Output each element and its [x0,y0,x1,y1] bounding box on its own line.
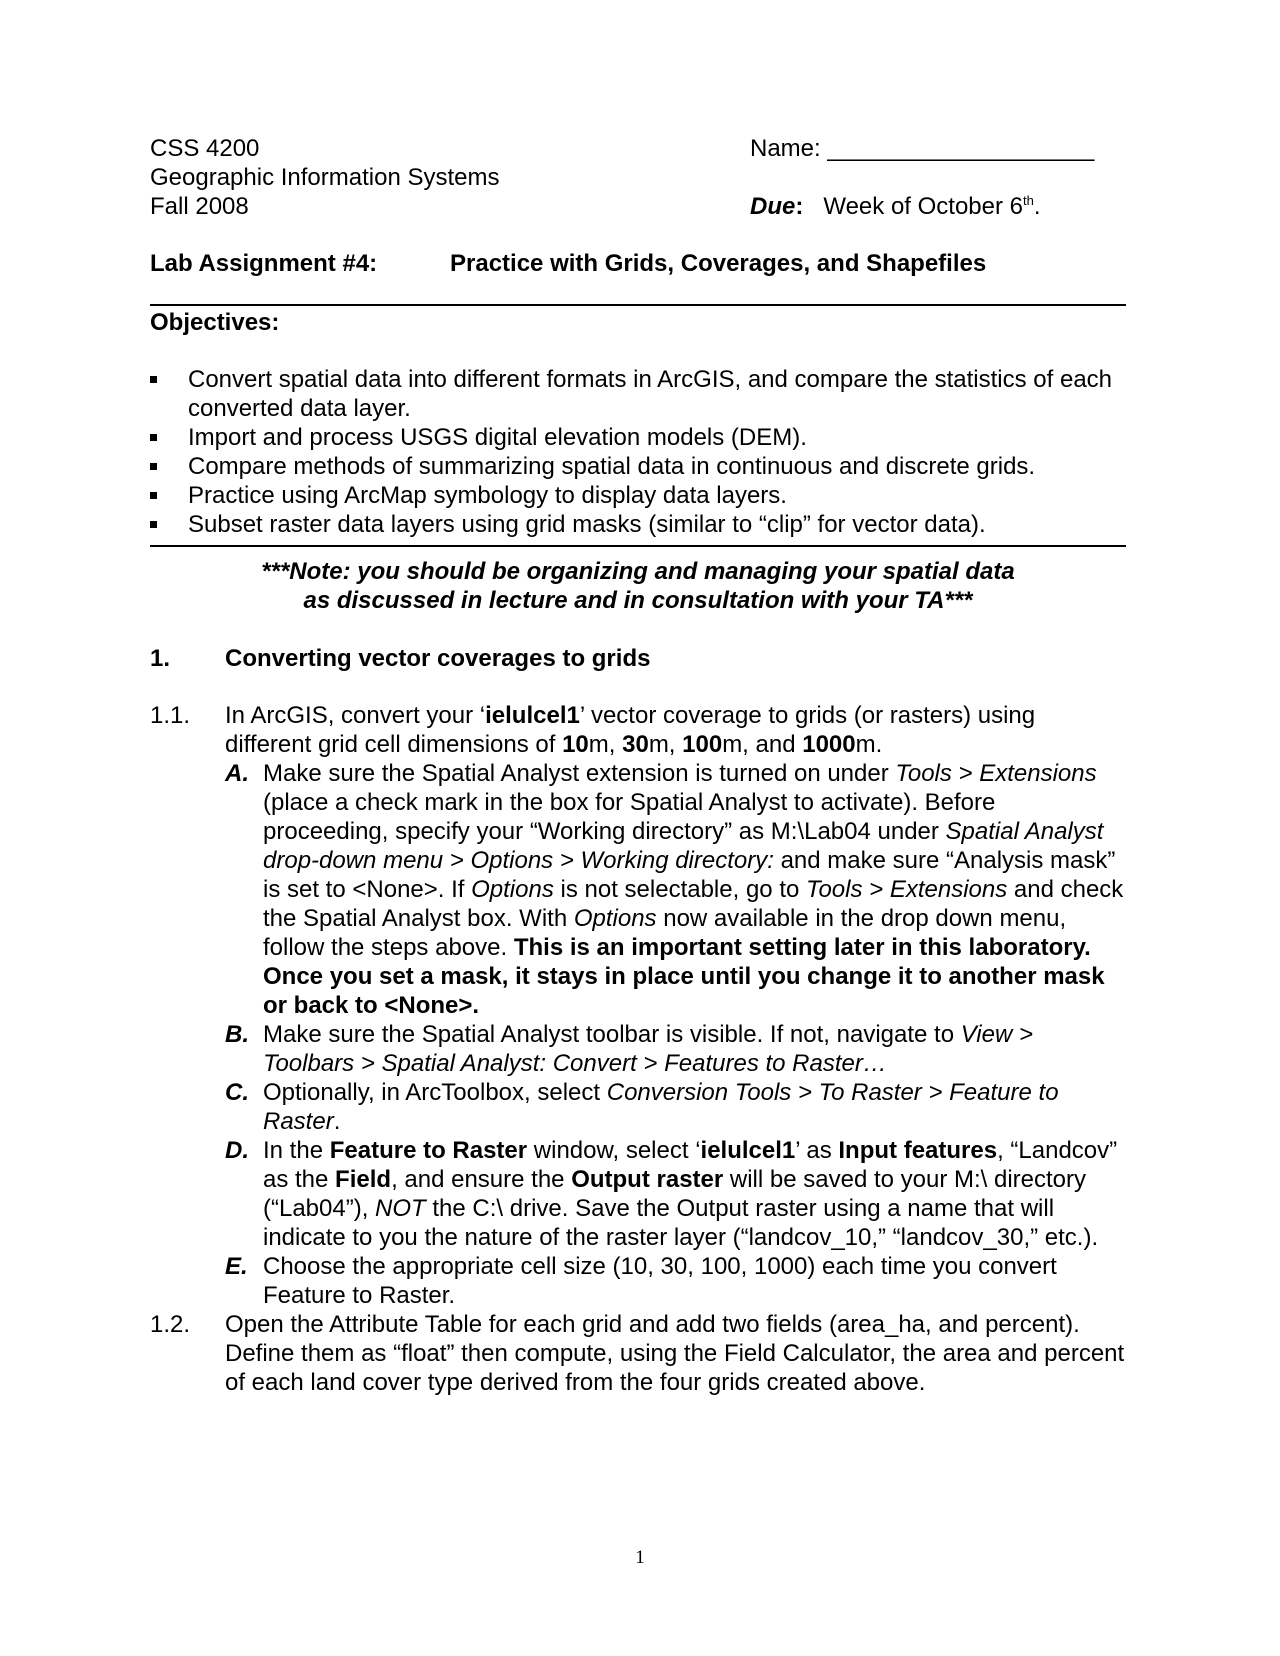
step-body [225,701,1126,1310]
step-text: In ArcGIS, convert your ‘ielulcel1’ vector coverage to grids (or rasters) using different grid cell dimensions of 10m, 30m, 100m, and 1000m. [225,702,1036,758]
lab-title [150,249,1126,278]
step-1-2 [150,1310,1126,1397]
list-item: Subset raster data layers using grid masks (similar to “clip” for vector data). [150,510,1126,539]
step-number: 1.1. [150,702,191,729]
name-line: Name: ____________________ [750,135,1095,162]
substep-letter: B. [225,1021,249,1048]
bullet-icon [150,376,157,383]
substep-a [225,759,1126,1020]
list-item: Practice using ArcMap symbology to display data layers. [150,481,1126,510]
student-info [750,134,1126,221]
substep-text: Choose the appropriate cell size (10, 30, 100, 1000) each time you convert Feature to Raster. [263,1253,1057,1309]
due-line: Due: Week of October 6th. [750,193,1041,220]
note-block [150,547,1126,615]
section-number: 1. [150,645,171,672]
course-code: CSS 4200 [150,135,260,162]
substep-letter: A. [225,760,249,787]
bullet-icon [150,492,157,499]
step-1-1 [150,701,1126,1310]
lab-number: Lab Assignment #4: [150,250,378,277]
objectives-list [150,365,1126,539]
document-page [150,134,1126,1397]
note-line-2: as discussed in lecture and in consultation with your TA*** [303,587,973,614]
substep-text: Make sure the Spatial Analyst extension is turned on under Tools > Extensions (place a check mark in the box for Spatial Analyst to activate). Before proceeding, specify your “Working directory” as M:\Lab04 under Spatial Analyst drop-down menu > Options > Working directory: and make sure “Analysis mask” is set to <None>. If Options is not selectable, go to Tools > Extensions and check the Spatial Analyst box. With Options now available in the drop down menu, follow the steps above. This is an important setting later in this laboratory. Once you set a mask, it stays in place until you change it to another mask or back to <None>. [263,760,1124,1019]
substep-text: In the Feature to Raster window, select ‘ielulcel1’ as Input features, “Landcov” as the Field, and ensure the Output raster will be saved to your M:\ directory (“Lab04”), NOT the C:\ drive. Save the Output raster using a name that will indicate to you the nature of the raster layer (“landcov_10,” “landcov_30,” etc.). [263,1137,1118,1251]
divider-top [150,304,1126,306]
substep-letter: C. [225,1079,249,1106]
substep-c [225,1078,1126,1136]
section-heading [150,644,1126,673]
lab-title-text: Practice with Grids, Coverages, and Shapefiles [450,250,987,277]
substep-text: Make sure the Spatial Analyst toolbar is visible. If not, navigate to View > Toolbars > Spatial Analyst: Convert > Features to Raster… [263,1021,1033,1077]
due-date: Week of October 6 [823,193,1024,220]
list-item: Compare methods of summarizing spatial data in continuous and discrete grids. [150,452,1126,481]
bullet-icon [150,434,157,441]
substep-letter: E. [225,1253,248,1280]
page-number: 1 [635,1547,645,1568]
course-term: Fall 2008 [150,193,249,220]
due-label: Due [750,193,796,220]
substep-d [225,1136,1126,1252]
step-number: 1.2. [150,1311,191,1338]
list-item: Import and process USGS digital elevation models (DEM). [150,423,1126,452]
substep-text: Optionally, in ArcToolbox, select Conversion Tools > To Raster > Feature to Raster. [263,1079,1059,1135]
substep-letter: D. [225,1137,249,1164]
objectives-heading: Objectives: [150,309,280,336]
bullet-icon [150,521,157,528]
list-item: Convert spatial data into different formats in ArcGIS, and compare the statistics of each converted data layer. [150,365,1126,423]
course-info [150,134,750,221]
note-line-1: ***Note: you should be organizing and managing your spatial data [261,558,1015,585]
section-title: Converting vector coverages to grids [225,645,651,672]
substep-e [225,1252,1126,1310]
step-text: Open the Attribute Table for each grid and add two fields (area_ha, and percent). Define them as “float” then compute, using the Field Calculator, the area and percent of each land cover type derived from the four grids created above. [225,1311,1125,1396]
course-subject: Geographic Information Systems [150,164,500,191]
header-block [150,134,1126,221]
substep-b [225,1020,1126,1078]
bullet-icon [150,463,157,470]
